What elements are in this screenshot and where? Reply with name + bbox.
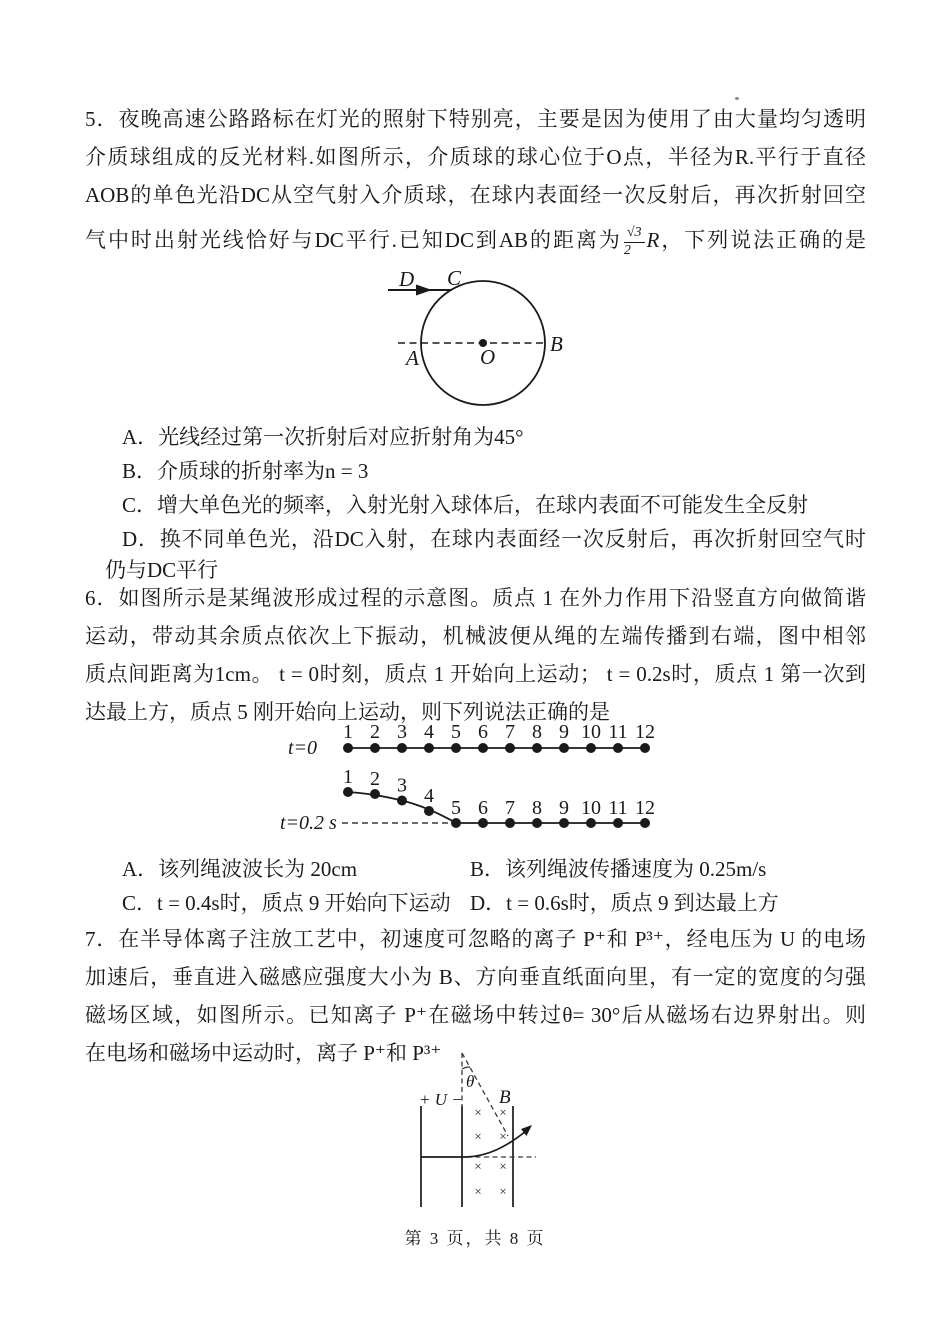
particle-dot-t0 (559, 743, 569, 753)
q6-line-3: 质点间距离为1cm。 t = 0时刻，质点 1 开始向上运动； t = 0.2s时，质点 1 第一次到 (85, 662, 866, 686)
q5-line-4 (85, 214, 866, 266)
particle-dot-t02 (505, 818, 515, 828)
question-5-text (85, 100, 866, 266)
q5-line-2: 介质球组成的反光材料.如图所示，介质球的球心位于O点，半径为R.平行于直径 (85, 145, 866, 169)
particle-dot-t02 (559, 818, 569, 828)
q6-options-row-2 (85, 886, 866, 920)
particle-number-t02: 10 (581, 797, 601, 819)
question-6-options (85, 852, 866, 920)
q7-line-2: 加速后，垂直进入磁感应强度大小为 B、方向垂直纸面向里，有一定的宽度的匀强 (85, 965, 866, 989)
ray-arrowhead (416, 285, 432, 296)
particle-dot-t0 (478, 743, 488, 753)
page-number-footer: 第 3 页，共 8 页 (404, 1229, 546, 1248)
particle-dot-t02 (613, 818, 623, 828)
particle-number-t0: 11 (608, 721, 628, 743)
particle-number-t0: 10 (581, 721, 601, 743)
particle-dot-t0 (451, 743, 461, 753)
q6-option-d: D．t = 0.6s时，质点 9 到达最上方 (470, 891, 779, 915)
cross-icon: × (474, 1128, 482, 1144)
q5-option-d: D．换不同单色光，沿DC入射，在球内表面经一次反射后，再次折射回空气时 (122, 527, 866, 551)
particle-dot-t0 (613, 743, 623, 753)
q6-options-row-1 (85, 852, 866, 886)
particle-dot-t02 (397, 796, 407, 806)
particle-dot-t02 (424, 806, 434, 816)
cross-icon: × (474, 1183, 482, 1199)
q7-field-diagram (403, 1045, 553, 1215)
question-6-text (85, 579, 866, 731)
q6-line-1: 6．如图所示是某绳波形成过程的示意图。质点 1 在外力作用下沿竖直方向做简谐 (85, 586, 866, 610)
particle-number-t02: 8 (532, 797, 542, 819)
particle-number-t02: 6 (478, 797, 488, 819)
q7-line-4: 在电场和磁场中运动时，离子 P⁺和 P³⁺ (85, 1041, 442, 1065)
particle-number-t02: 4 (424, 785, 434, 807)
particle-number-t02: 7 (505, 797, 515, 819)
particle-dot-t02 (586, 818, 596, 828)
label-voltage-U: + U − (419, 1090, 463, 1109)
particle-number-t0: 9 (559, 721, 569, 743)
q6-option-b: B．该列绳波传播速度为 0.25m/s (470, 857, 767, 881)
particle-number-t02: 12 (635, 797, 655, 819)
particle-dot-t02 (370, 789, 380, 799)
particle-number-t0: 7 (505, 721, 515, 743)
q5-line-3: AOB的单色光沿DC从空气射入介质球，在球内表面经一次反射后，再次折射回空 (85, 183, 866, 207)
particle-dot-t0 (370, 743, 380, 753)
label-C: C (447, 266, 462, 290)
particle-number-t02: 3 (397, 774, 407, 797)
q5-option-c: C．增大单色光的频率，入射光射入球体后，在球内表面不可能发生全反射 (122, 493, 809, 517)
q5-sphere-diagram (385, 262, 585, 412)
q6-line-2: 运动，带动其余质点依次上下振动，机械波便从绳的左端传播到右端，图中相邻 (85, 624, 866, 648)
particle-dot-t02 (640, 818, 650, 828)
particle-number-t0: 12 (635, 721, 655, 743)
particle-dot-t02 (343, 787, 353, 797)
question-5-options (85, 420, 866, 585)
cross-icon: × (499, 1104, 507, 1120)
particle-number-t0: 3 (397, 721, 407, 743)
fraction-numerator: √3 (624, 225, 645, 243)
particle-number-t02: 9 (559, 797, 569, 819)
particle-dot-t0 (586, 743, 596, 753)
q5-option-a: A．光线经过第一次折射后对应折射角为45° (122, 425, 524, 449)
particle-dot-t02 (478, 818, 488, 828)
theta-angle-arc (462, 1067, 470, 1069)
q5-option-b: B．介质球的折射率为n = 3 (122, 459, 369, 483)
q5-line4-R: R (646, 228, 660, 252)
q5-line-1: 5．夜晚高速公路路标在灯光的照射下特别亮，主要是因为使用了由大量均匀透明 (85, 107, 866, 131)
label-D: D (399, 267, 415, 291)
q6-option-a: A．该列绳波波长为 20cm (122, 857, 358, 881)
particle-number-t02: 11 (608, 797, 628, 819)
particle-dot-t02 (532, 818, 542, 828)
particle-dot-t0 (424, 743, 434, 753)
particle-dot-t0 (343, 743, 353, 753)
cross-icon: × (474, 1158, 482, 1174)
particle-dot-t0 (397, 743, 407, 753)
label-A: A (406, 346, 419, 370)
label-t02s: t=0.2 s (280, 812, 337, 834)
q6-option-c: C．t = 0.4s时，质点 9 开始向下运动 (122, 891, 451, 915)
cross-icon: × (499, 1183, 507, 1199)
label-theta: θ (466, 1072, 475, 1091)
particle-number-t0: 6 (478, 721, 488, 743)
particle-dot-t0 (505, 743, 515, 753)
q7-line-3: 磁场区域，如图所示。已知离子 P⁺在磁场中转过θ= 30°后从磁场右边界射出。则 (85, 1003, 866, 1027)
q6-line-4: 达最上方，质点 5 刚开始向上运动，则下列说法正确的是 (85, 700, 610, 724)
particle-number-t0: 8 (532, 721, 542, 743)
particle-number-t0: 1 (343, 721, 353, 743)
particle-number-t0: 2 (370, 721, 380, 743)
label-field-B: B (499, 1087, 511, 1108)
particle-dot-t0 (532, 743, 542, 753)
q6-rope-wave-diagram (272, 714, 682, 846)
particle-number-t02: 5 (451, 797, 461, 819)
fraction-sqrt3-over-2 (624, 225, 645, 259)
particle-number-t0: 5 (451, 721, 461, 743)
particle-number-t02: 1 (343, 766, 353, 788)
cross-icon: × (499, 1158, 507, 1174)
fraction-denominator: 2 (623, 243, 631, 259)
cross-icon: × (474, 1104, 482, 1120)
particle-number-t02: 2 (370, 768, 380, 790)
label-t0: t=0 (288, 737, 318, 759)
q5-line4-pre: 气中时出射光线恰好与DC平行.已知DC到AB的距离为 (85, 228, 622, 252)
q7-line-1: 7．在半导体离子注放工艺中，初速度可忽略的离子 P⁺和 P³⁺，经电压为 U 的电场 (85, 927, 866, 951)
particle-dot-t0 (640, 743, 650, 753)
q5-option-d-continued: 仍与DC平行 (105, 558, 219, 582)
label-B: B (550, 332, 563, 356)
cross-icon: × (499, 1128, 507, 1144)
q5-line4-post: ，下列说法正确的是 (659, 228, 867, 252)
particle-dot-t02 (451, 818, 461, 828)
particle-number-t0: 4 (424, 721, 434, 743)
label-O: O (480, 345, 496, 369)
